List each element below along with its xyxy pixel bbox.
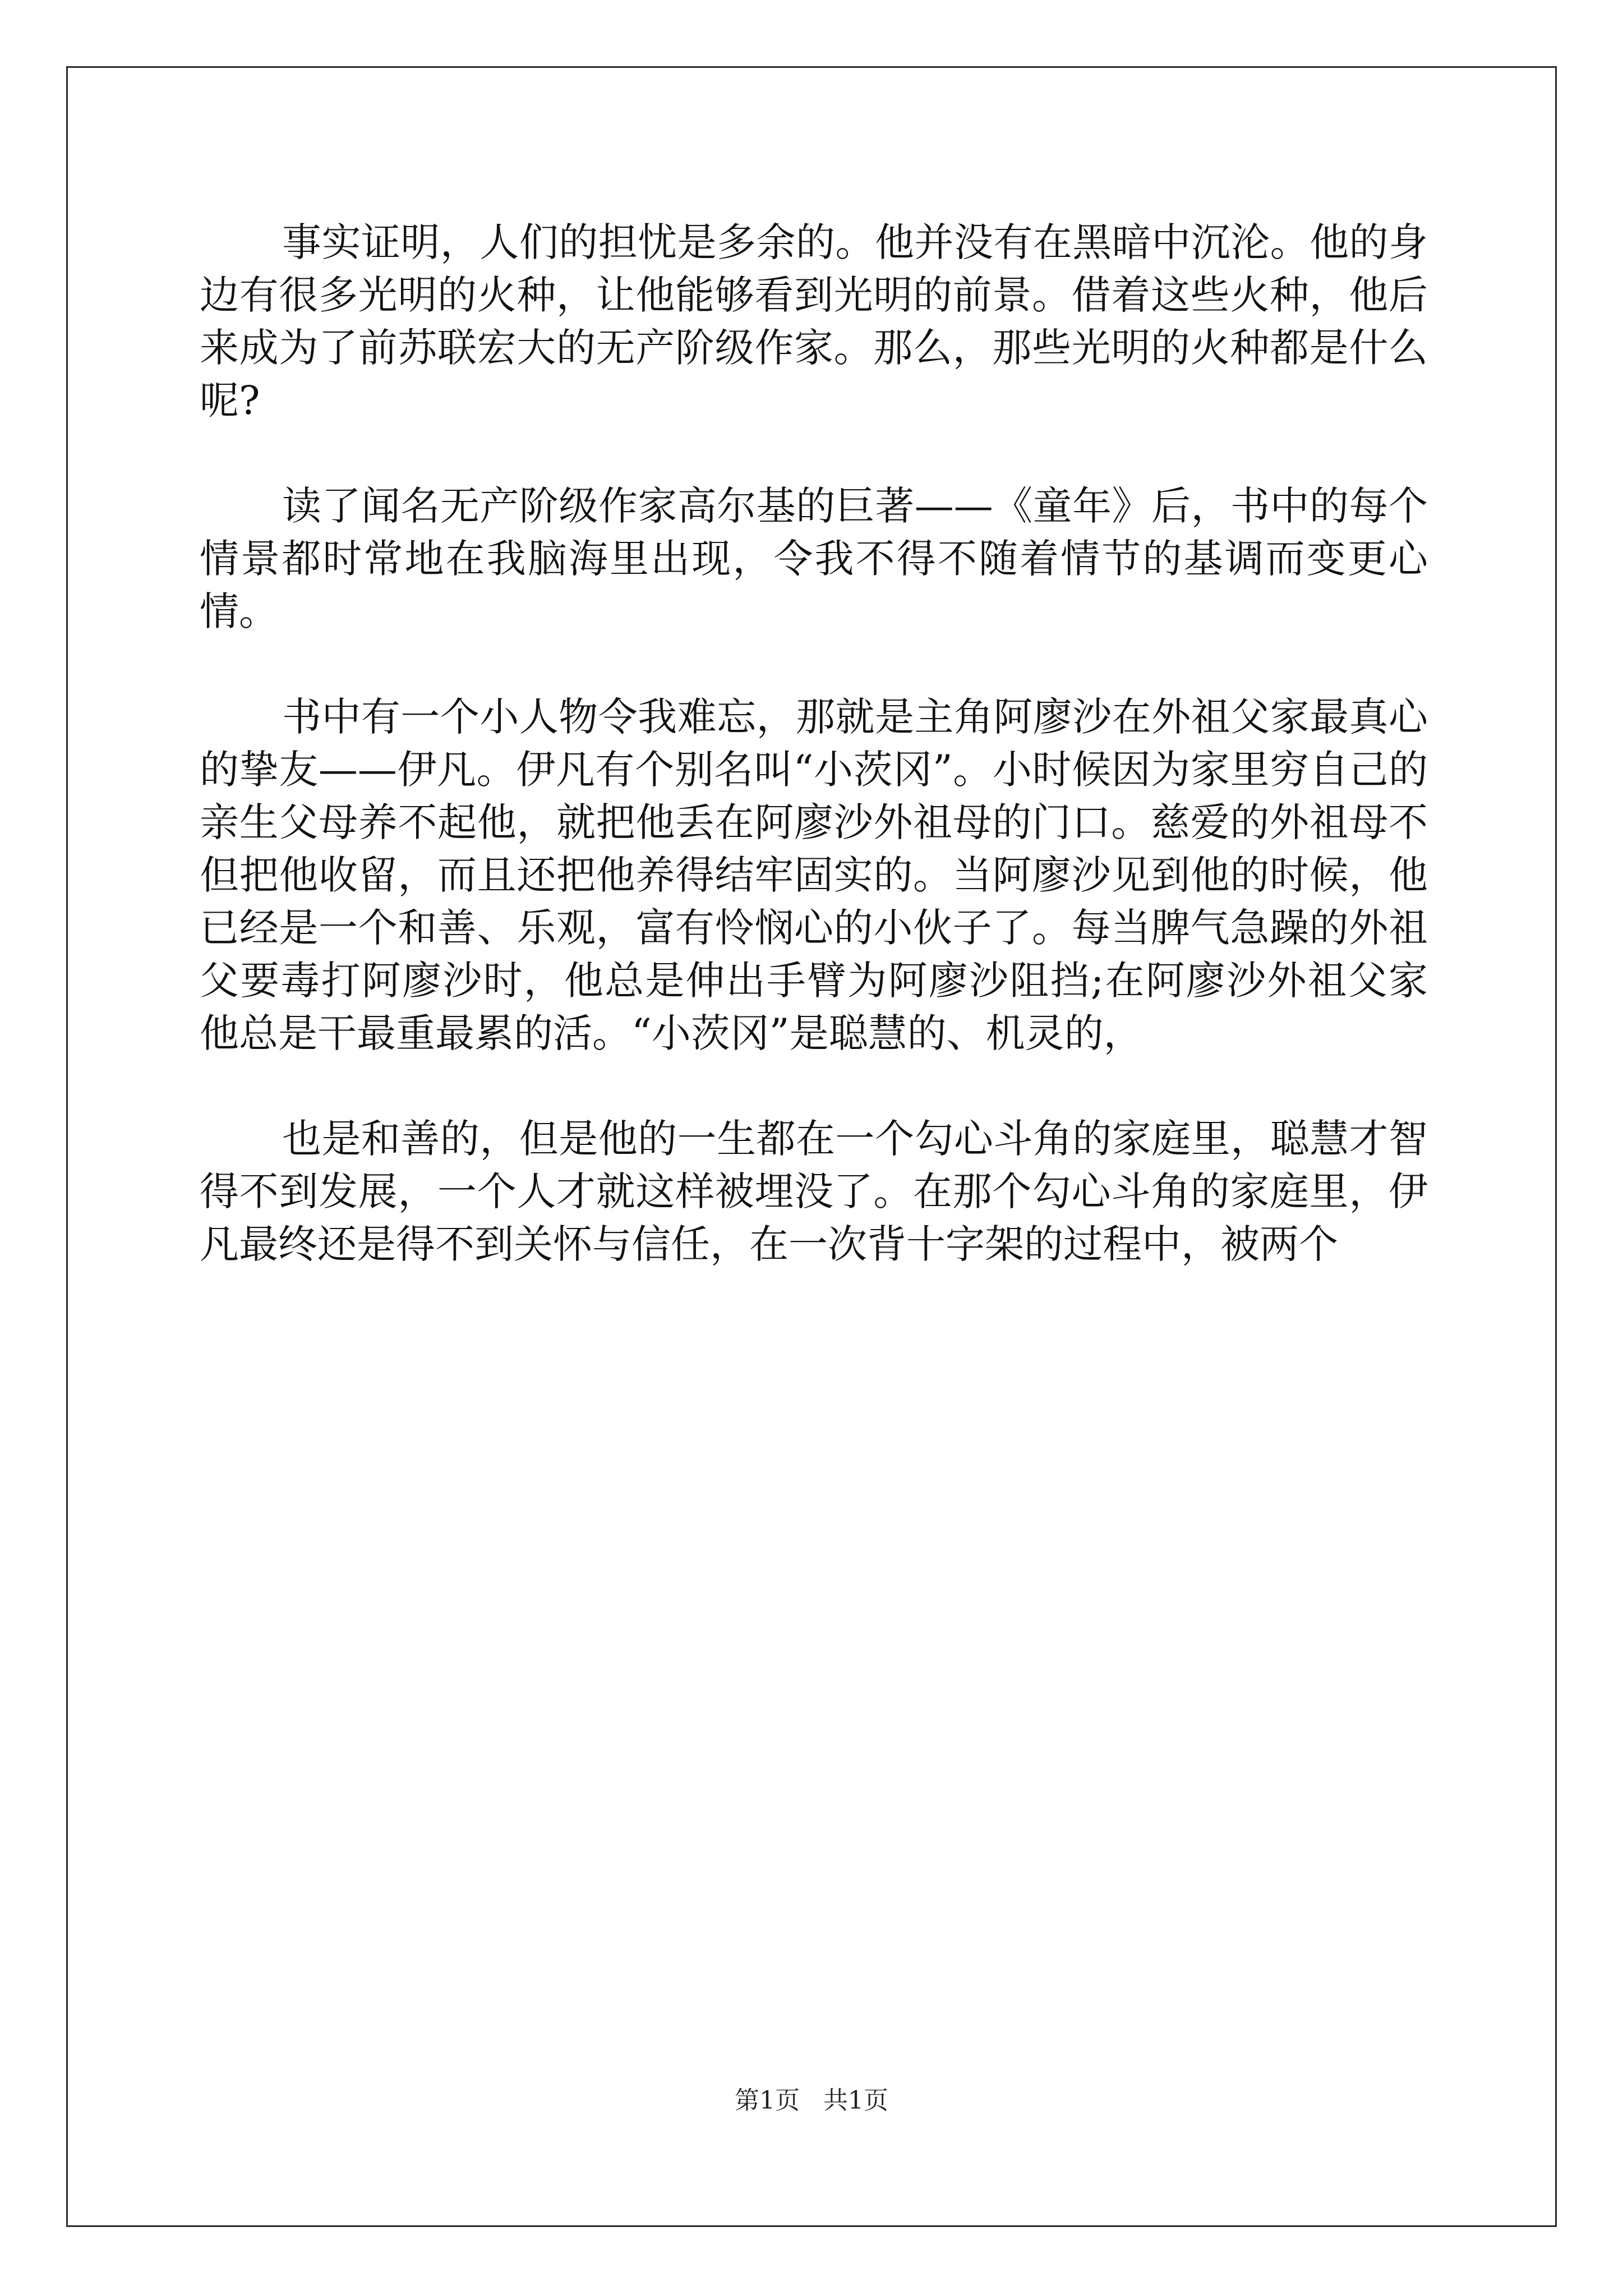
paragraph: 也是和善的，但是他的一生都在一个勾心斗角的家庭里，聪慧才智得不到发展，一个人才就这样被埋没了。在那个勾心斗角的家庭里，伊凡最终还是得不到关怀与信任，在一次背十字架的过程中，被两个 (200, 1116, 1428, 1267)
paragraph: 读了闻名无产阶级作家高尔基的巨著——《童年》后，书中的每个情景都时常地在我脑海里出现，令我不得不随着情节的基调而变更心情。 (200, 483, 1428, 634)
paragraph: 书中有一个小人物令我难忘，那就是主角阿廖沙在外祖父家最真心的挚友——伊凡。伊凡有个别名叫“小茨冈”。小时候因为家里穷自己的亲生父母养不起他，就把他丢在阿廖沙外祖母的门口。慈爱的外祖母不但把他收留，而且还把他养得结牢固实的。当阿廖沙见到他的时候，他已经是一个和善、乐观，富有怜悯心的小伙子了。每当脾气急躁的外祖父要毒打阿廖沙时，他总是伸出手臂为阿廖沙阻挡;在阿廖沙外祖父家他总是干最重最累的活。“小茨冈”是聪慧的、机灵的， (200, 694, 1428, 1056)
total-pages: 共1页 (823, 2086, 888, 2115)
paragraph: 事实证明，人们的担忧是多余的。他并没有在黑暗中沉沦。他的身边有很多光明的火种，让他能够看到光明的前景。借着这些火种，他后来成为了前苏联宏大的无产阶级作家。那么，那些光明的火种都是什么呢? (200, 219, 1428, 424)
page-number: 第1页 (735, 2086, 800, 2115)
document-body (200, 216, 1428, 1323)
page-footer (0, 2084, 1623, 2118)
